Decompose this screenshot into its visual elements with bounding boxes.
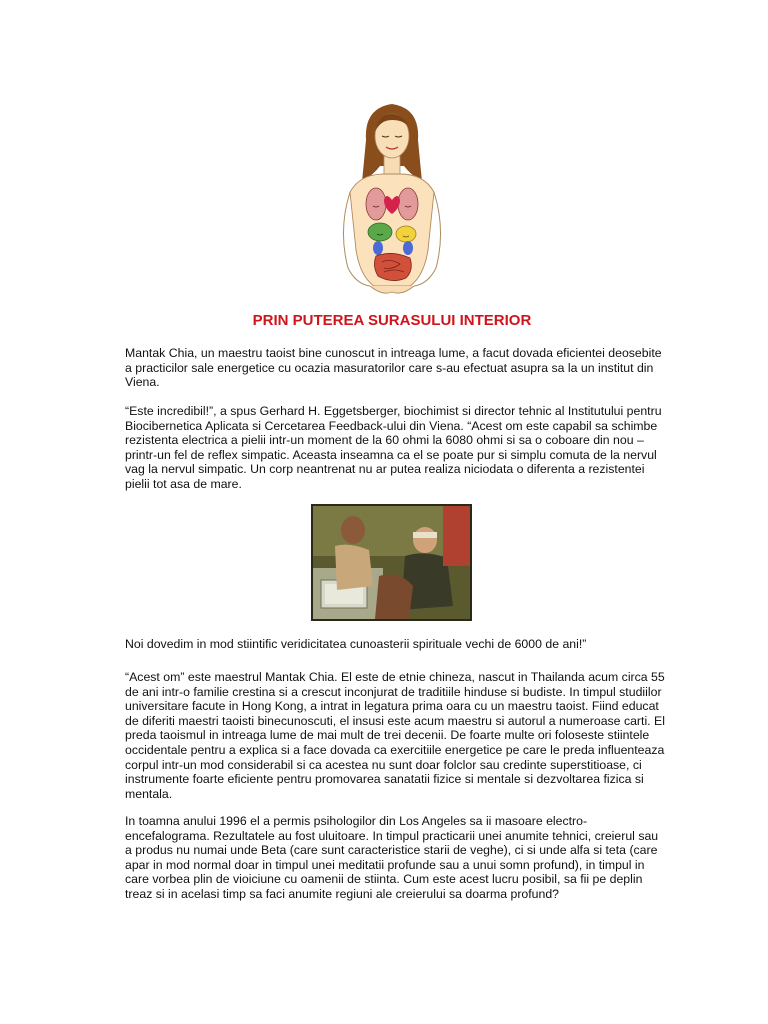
paragraph-4: “Acest om” este maestrul Mantak Chia. El este de etnie chineza, nascut in Thailanda acum circa 55 de ani intr-o familie crestina si a crescut inconjurat de traditiile hinduse si budiste. In timpul studiilor universitare facute in Hong Kong, a intrat in legatura prima oara cu un maestru taoist. Fiind educat de diferiti maestri taoisti binecunoscuti, el insusi este acum maestru si autorul a numeroase carti. El preda taoismul in intreaga lume de mai mult de trei decenii. De foarte multe ori foloseste stiintele occidentale pentru a explica si a face dovada ca exercitiile energetice pe care le preda influenteaza corpul intr-un mod considerabil si ca acestea nu sunt doar folclor sau credinte superstitioase, ci instrumente foarte eficiente pentru promovarea sanatatii fizice si mentale si dezvoltarea fizica si mentala. xyxy=(125,670,665,801)
paragraph-5: In toamna anului 1996 el a permis psihologilor din Los Angeles sa ii masoare electro-encefalograma. Rezultatele au fost uluitoare. In timpul practicarii unei anumite tehnici, creierul sau a produs nu numai unde Beta (care sunt caracteristice starii de veghe), ci si unde alfa si teta (care apar in mod normal doar in timpul unei meditatii profunde sau a unui somn profund), in timpul in care vorbea plin de vioiciune cu oamenii de stiinta. Cum este acest lucru posibil, sa fii pe deplin treaz si in acelasi timp sa faci anumite regiuni ale creierului sa doarma profund? xyxy=(125,814,659,901)
paragraph-1: Mantak Chia, un maestru taoist bine cunoscut in intreaga lume, a facut dovada eficientei deosebite a practicilor sale energetice cu ocazia masuratorilor care s-au efectuat asupra sa la un institut din Viena. xyxy=(125,346,662,390)
paragraph-2: “Este incredibil!”, a spus Gerhard H. Eggetsberger, biochimist si director tehnic al Institutului pentru Biocibernetica Aplicata si Cercetarea Feedback-ului din Viena. “Acest om este capabil sa schimbe rezistenta electrica a pielii intr-un moment de la 60 ohmi la 6080 ohmi si sa o coboare din nou – printr-un fel de reflex simpatic. Aceasta inseamna ca el se poate pur si simplu comuta de la nervul vag la nervul simpatic. Un corp neantrenat nu ar putea realiza niciodata o diferenta a rezistentei pielii tot asa de mare. xyxy=(125,404,662,491)
measurement-photo xyxy=(311,504,472,621)
article-title: PRIN PUTEREA SURASULUI INTERIOR xyxy=(252,312,532,329)
inner-smile-illustration xyxy=(330,100,454,300)
paragraph-3: Noi dovedim in mod stiintific veridicitatea cunoasterii spirituale vechi de 6000 de ani!” xyxy=(125,637,587,651)
